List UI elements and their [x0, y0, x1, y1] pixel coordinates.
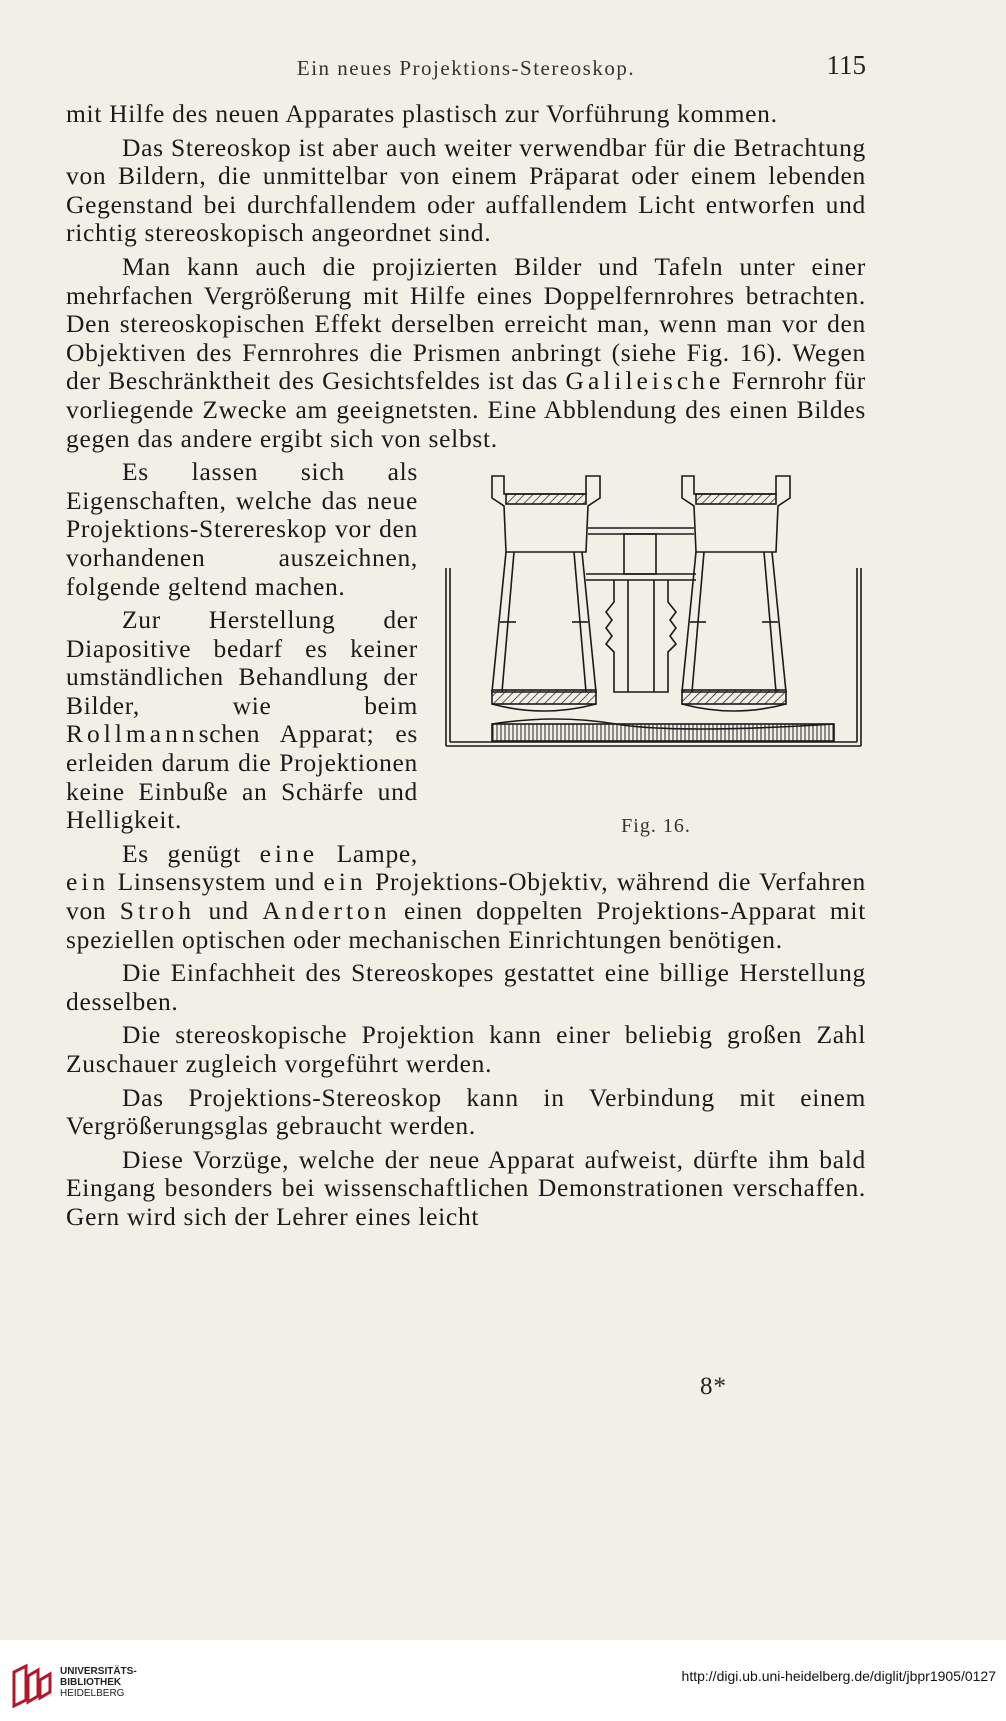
- anderton-emphasis: Anderton: [262, 896, 391, 926]
- paragraph-5-text-b: schen Apparat; es erleiden darum die Projektionen keine Einbuße an Schärfe und Helligkeit.: [66, 719, 418, 835]
- ein-emphasis-1: ein: [66, 867, 110, 897]
- paragraph-9: Das Projektions-Stereoskop kann in Verbindung mit einem Vergrößerungsglas gebraucht werden.: [66, 1082, 866, 1141]
- binocular-diagram: [436, 472, 876, 792]
- figure-16: [436, 472, 876, 862]
- ein-emphasis-2: ein: [323, 867, 367, 897]
- galileische-emphasis: Galileische: [565, 366, 725, 396]
- paragraph-6-text-b: Lampe,: [318, 838, 418, 868]
- paragraph-6-text-e: und: [195, 896, 263, 926]
- page-header: [66, 50, 866, 90]
- paragraph-8: Die stereoskopische Projektion kann einer beliebig großen Zahl Zuschauer zugleich vorgeführt werden.: [66, 1020, 866, 1078]
- library-logo-icon: [10, 1662, 54, 1710]
- page-number: 115: [826, 50, 866, 80]
- figure-caption: Fig. 16.: [621, 815, 691, 838]
- paragraph-4: Es lassen sich als Eigenschaften, welche das neue Projektions-Sterereskop vor den vorhandenen auszeichnen, folgende geltend machen.: [66, 457, 418, 601]
- signature-mark: 8*: [700, 1373, 727, 1400]
- library-footer: [0, 1640, 1006, 1721]
- eine-emphasis: eine: [259, 838, 319, 868]
- paragraph-6-text-a: Es genügt: [122, 838, 260, 868]
- paragraph-5-text-a: Zur Herstellung der Diapositive bedarf es keiner umständlichen Behandlung der Bilder, wie beim: [66, 605, 418, 720]
- library-name-line-2: BIBLIOTHEK: [60, 1677, 122, 1688]
- paragraph-6-text-c: Linsensystem und: [109, 867, 324, 897]
- paragraph-1: mit Hilfe des neuen Apparates plastisch zur Vorführung kommen.: [66, 99, 778, 128]
- library-name-line-1: UNIVERSITÄTS-: [60, 1666, 137, 1677]
- paragraph-10: Diese Vorzüge, welche der neue Apparat aufweist, dürfte ihm bald Eingang besonders bei wissenschaftlichen Demonstrationen verschaffen. Gern wird sich der Lehrer eines leicht: [66, 1144, 866, 1231]
- paragraph-3-text-b: Fernrohr für vorliegende Zwecke am geeignetsten. Eine Abblendung des einen Bildes gegen das andere ergibt sich von selbst.: [66, 366, 866, 453]
- stroh-emphasis: Stroh: [119, 896, 196, 926]
- body-text: [66, 100, 866, 1237]
- library-name-line-3: HEIDELBERG: [60, 1688, 125, 1699]
- paragraph-6-text-d: Projektions-Objektiv, während die Verfahren von: [66, 867, 867, 926]
- library-name: [60, 1666, 137, 1699]
- paragraph-2: Das Stereoskop ist aber auch weiter verwendbar für die Betrachtung von Bildern, die unmittelbar von einem Präparat oder einem lebenden Gegenstand bei durchfallendem oder auffallendem Licht entworfen und richtig stereoskopisch angeordnet sind.: [66, 132, 866, 248]
- permalink-url[interactable]: http://digi.ub.uni-heidelberg.de/diglit/jbpr1905/0127: [681, 1668, 996, 1684]
- paragraph-6-text-f: einen doppelten Projektions-Apparat mit speziellen optischen oder mechanischen Einrichtungen benötigen.: [66, 896, 866, 954]
- paragraph-3: [66, 253, 866, 453]
- rollmann-emphasis: Rollmann: [66, 719, 199, 749]
- running-head: Ein neues Projektions-Stereoskop.: [296, 56, 636, 80]
- paragraph-3-text-a: Man kann auch die projizierten Bilder und Tafeln unter einer mehrfachen Vergrößerung mit Hilfe eines Doppelfernrohres betrachten. Den stereoskopischen Effekt derselben erreicht man, wenn man vor den Objektiven des Fernrohres die Prismen anbringt (siehe Fig. 16). Wegen der Beschränktheit des Gesichtsfeldes ist das: [66, 251, 866, 396]
- paragraph-7: Die Einfachheit des Stereoskopes gestattet eine billige Herstellung desselben.: [66, 958, 866, 1016]
